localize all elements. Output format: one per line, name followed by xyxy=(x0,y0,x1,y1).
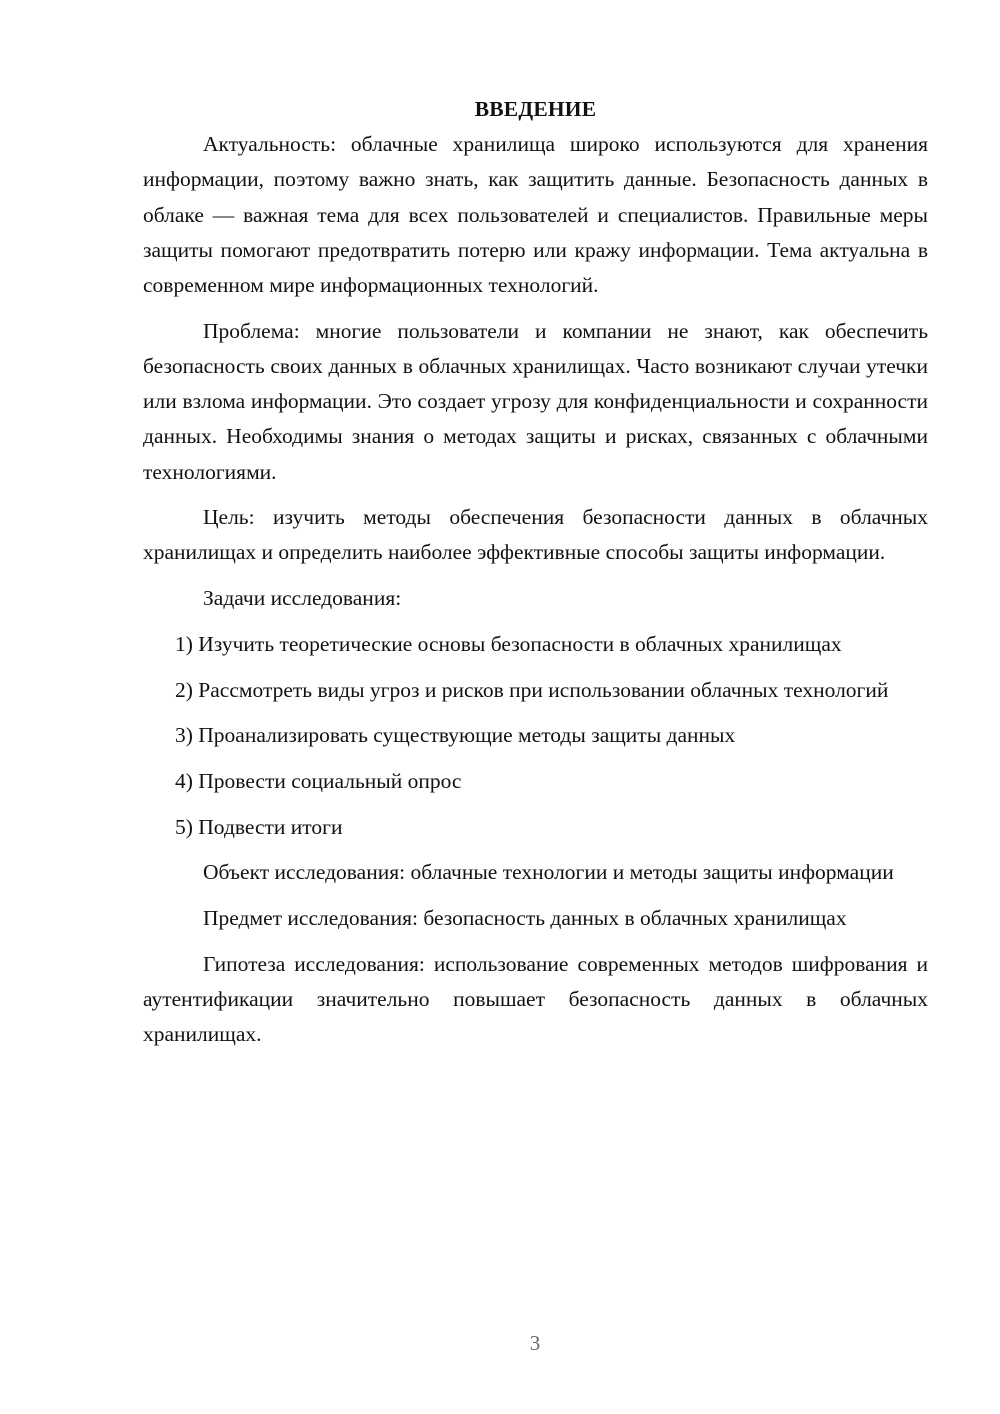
paragraph-object: Объект исследования: облачные технологии и методы защиты информации xyxy=(203,860,894,885)
section-title: ВВЕДЕНИЕ xyxy=(474,97,597,121)
paragraph-goal: Цель: изучить методы обеспечения безопасности данных в облачных хранилищах и определить наиболее эффективные способы защиты информации. xyxy=(143,505,928,565)
page-number: 3 xyxy=(529,1331,541,1355)
list-item: 3) Проанализировать существующие методы защиты данных xyxy=(175,723,736,748)
list-item: 5) Подвести итоги xyxy=(175,814,343,839)
document-page xyxy=(143,92,928,1063)
tasks-list xyxy=(143,627,928,845)
paragraph-relevance: Актуальность: облачные хранилища широко используются для хранения информации, поэтому важно знать, как защитить данные. Безопасность данных в облаке — важная тема для всех пользователей и специалистов. Правильные меры защиты помогают предотвратить потерю или кражу информации. Тема актуальна в современном мире информационных технологий. xyxy=(143,132,928,298)
paragraph-subject: Предмет исследования: безопасность данных в облачных хранилищах xyxy=(203,906,847,931)
paragraph-hypothesis: Гипотеза исследования: использование современных методов шифрования и аутентификации значительно повышает безопасность данных в облачных хранилищах. xyxy=(143,951,928,1047)
list-item: 4) Провести социальный опрос xyxy=(175,768,462,793)
tasks-heading: Задачи исследования: xyxy=(203,586,402,611)
list-item: 1) Изучить теоретические основы безопасности в облачных хранилищах xyxy=(175,631,842,656)
paragraph-problem: Проблема: многие пользователи и компании не знают, как обеспечить безопасность своих данных в облачных хранилищах. Часто возникают случаи утечки или взлома информации. Это создает угрозу для конфиденциальности и сохранности данных. Необходимы знания о методах защиты и рисках, связанных с облачными технологиями. xyxy=(143,318,928,484)
list-item: 2) Рассмотреть виды угроз и рисков при использовании облачных технологий xyxy=(175,677,889,702)
